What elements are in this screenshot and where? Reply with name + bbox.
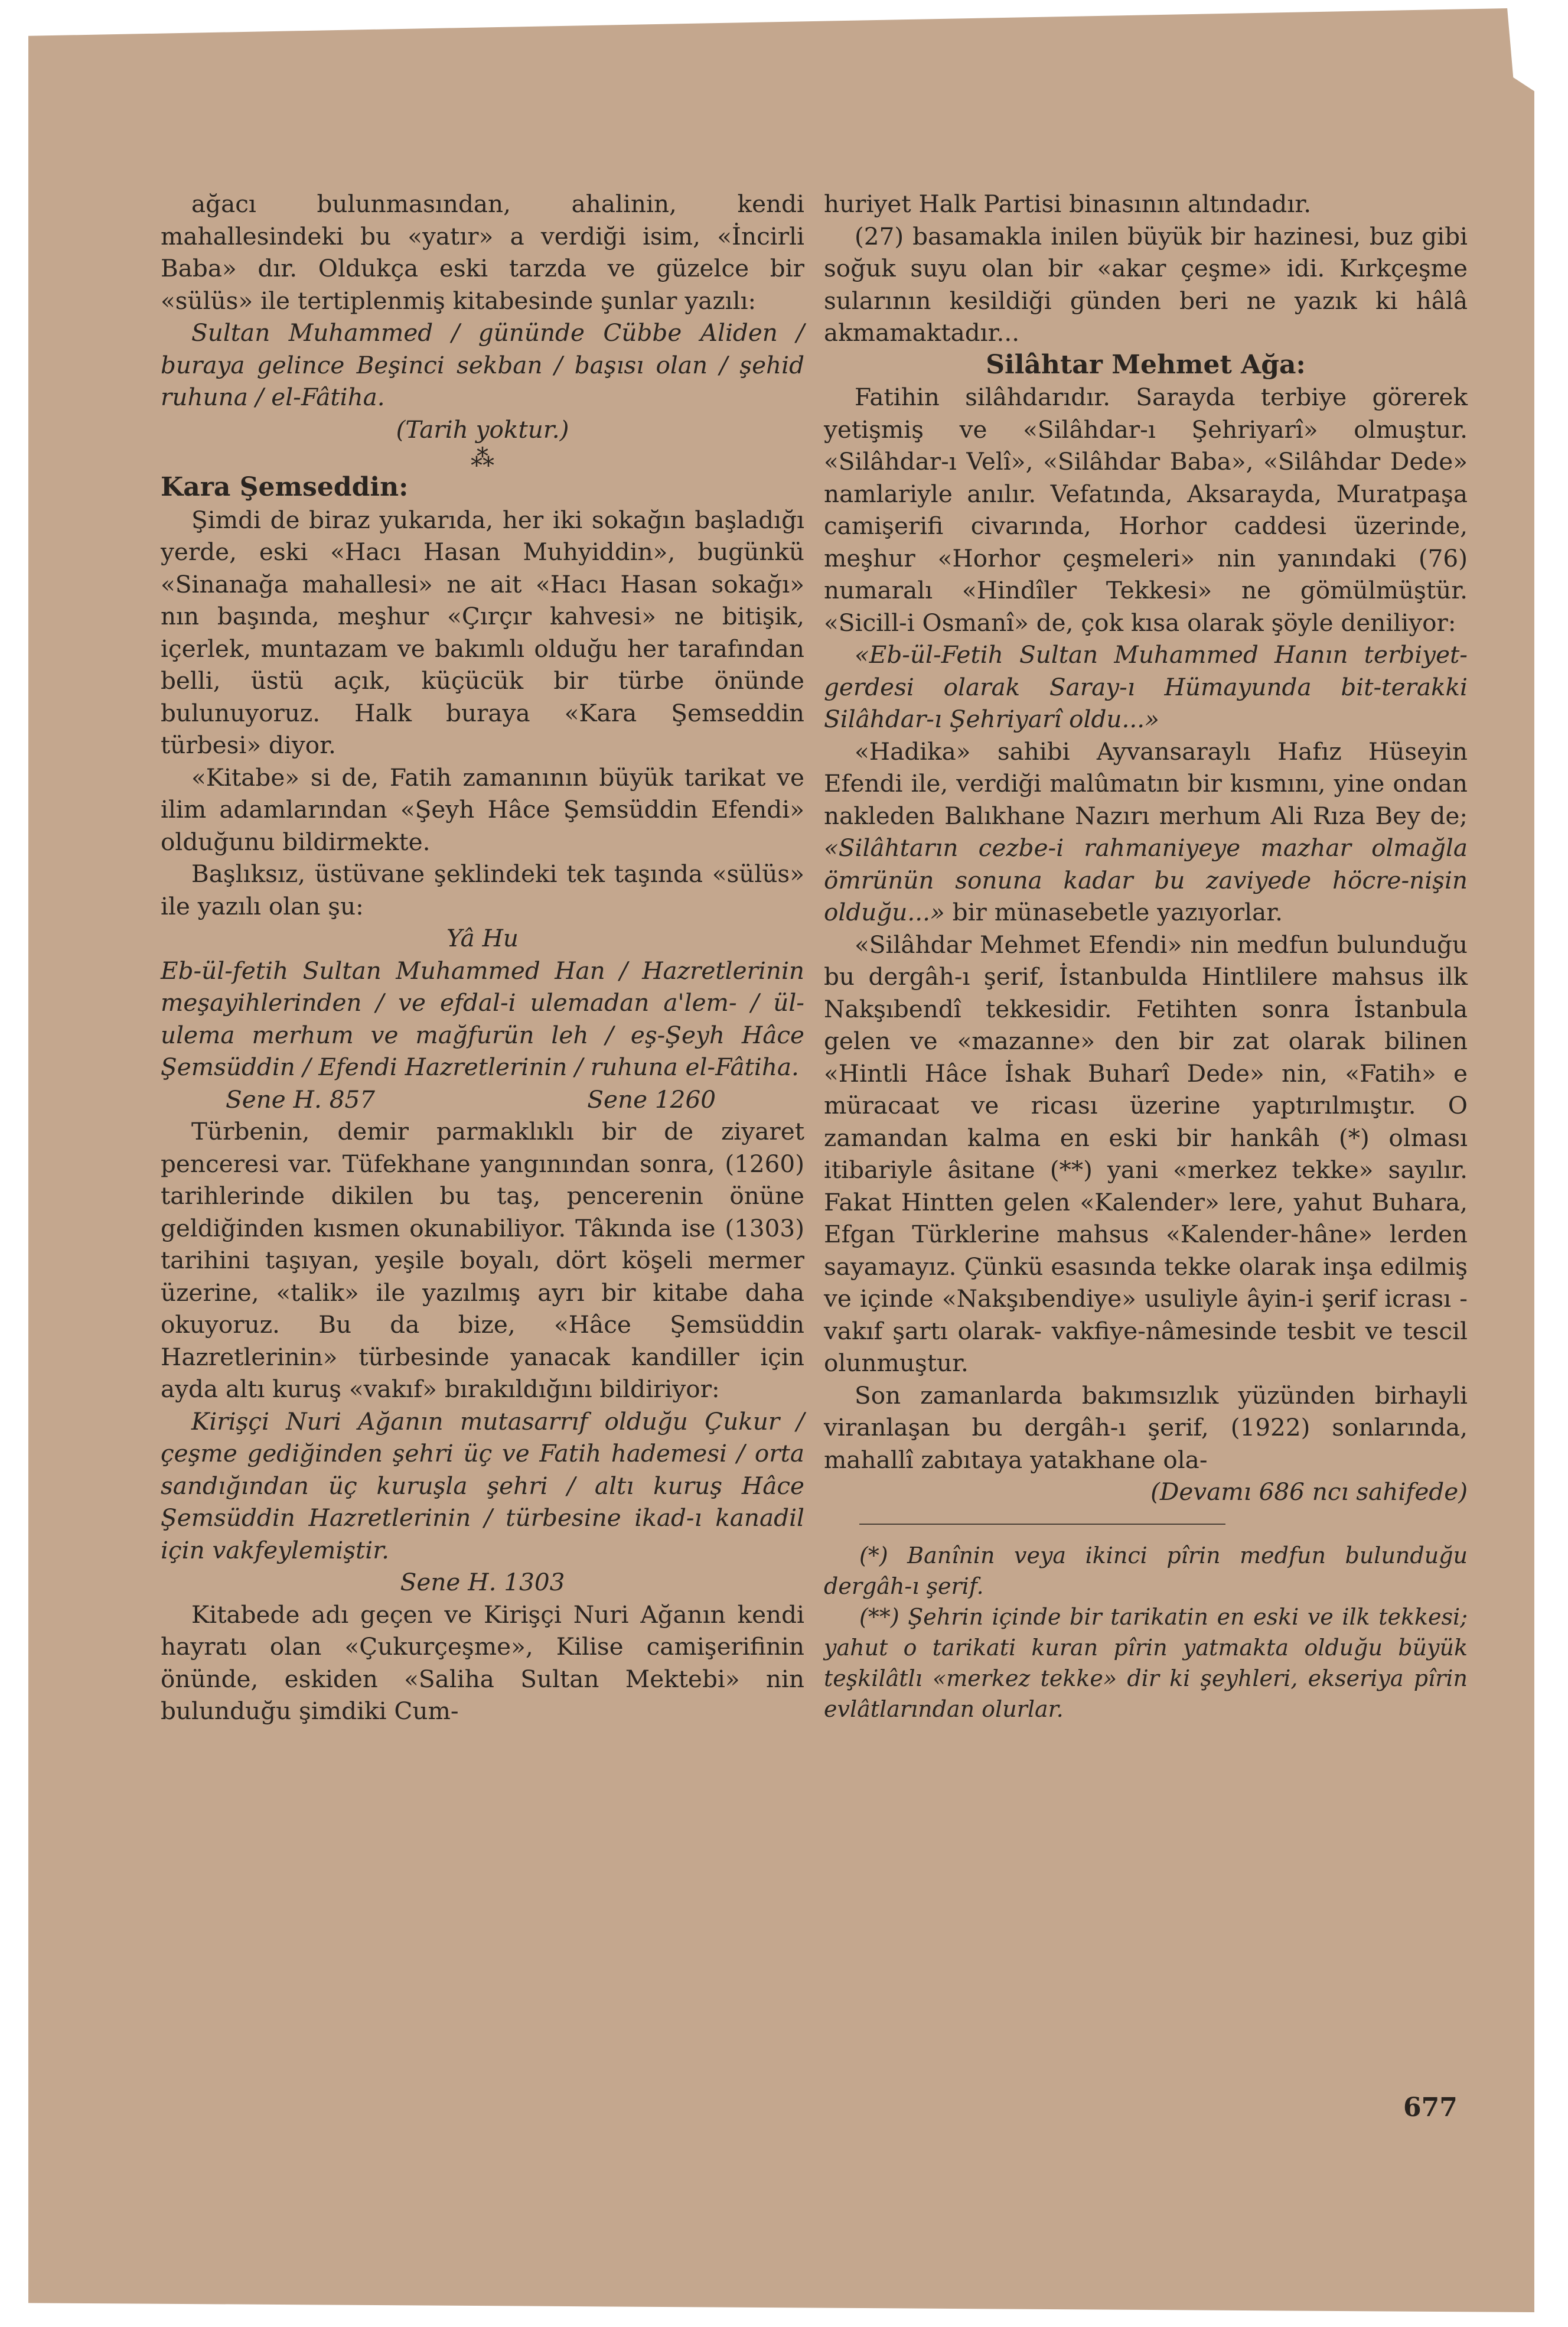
paragraph: «Kitabe» si de, Fatih zamanının büyük tarikat ve ilim adamlarından «Şeyh Hâce Şemsüddin Efendi» olduğunu bildirmekte. [161,763,804,856]
paragraph: Fatihin silâhdarıdır. Sarayda terbiye görerek yetişmiş ve «Silâhdar-ı Şehriyarî» olmuştur. «Silâhdar-ı Velî», «Silâhdar Baba», «Silâhdar Dede» namlariyle anılır. Vefatında, Aksarayda, Muratpaşa camişerifi civarında, Horhor caddesi üzerinde, meşhur «Horhor çeşmeleri» nin yanındaki (76) numaralı «Hindîler Tekkesi» ne gömülmüştür. «Sicill-i Osmanî» de, çok kısa olarak şöyle deniliyor: [824,383,1468,637]
inscription-opening: Yâ Hu [446,924,519,952]
inscription-date: Sene H. 857 [226,1085,376,1114]
section-separator: ⁂ [471,445,494,472]
paragraph: Son zamanlarda bakımsızlık yüzünden birhayli viranlaşan bu dergâh-ı şerif, (1922) sonlarında, mahallî zabıtaya yatakhane ola- [824,1381,1468,1474]
inscription-text: Sultan Muhammed / gününde Cübbe Aliden / buraya gelince Beşinci sekban / başısı olan / şehid ruhuna / el-Fâtiha. [161,318,804,411]
footnote: (**) Şehrin içinde bir tarikatin en eski ve ilk tekkesi; yahut o tarikati kuran pîrin yatmakta olduğu büyük teşkilâtlı «merkez tekke» dir ki şeyhleri, ekseriya pîrin evlâtlarından olurlar. [824,1603,1468,1722]
paragraph: ağacı bulunmasından, ahalinin, kendi mahallesindeki bu «yatır» a verdiği isim, «İncirli Baba» dır. Oldukça eski tarzda ve güzelce bir «sülüs» ile tertiplenmiş kitabesinde şunlar yazılı: [161,190,804,315]
paragraph-text: «Hadika» sahibi Ayvansaraylı Hafız Hüseyin Efendi ile, verdiği malûmatın bir kısmını, yine ondan nakleden Balıkhane Nazırı merhum Ali Rıza Bey de; [824,737,1468,830]
footnotes [824,1540,1468,1724]
inscription-text: Kirişçi Nuri Ağanın mutasarrıf olduğu Çukur / çeşme gediğinden şehri üç ve Fatih hademesi / orta sandığından üç kuruşla şehri / altı kuruş Hâce Şemsüddin Hazretlerinin / türbesine ikad-ı kanadil için vakfeylemiştir. [161,1407,804,1564]
paragraph-text: bir münasebetle yazıyorlar. [944,898,1283,926]
page-number: 677 [1403,2092,1458,2123]
footnote-divider [859,1524,1225,1525]
left-column [161,188,804,1727]
paragraph: Şimdi de biraz yukarıda, her iki sokağın başladığı yerde, eski «Hacı Hasan Muhyiddin», bugünkü «Sinanağa mahallesi» ne ait «Hacı Hasan sokağı» nın başında, meşhur «Çırçır kahvesi» ne bitişik, içerlek, muntazam ve bakımlı olduğu her tarafından belli, üstü açık, küçücük bir türbe önünde bulunuyoruz. Halk buraya «Kara Şemseddin türbesi» diyor. [161,505,804,759]
paragraph: (27) basamakla inilen büyük bir hazinesi, buz gibi soğuk suyu olan bir «akar çeşme» idi. Kırkçeşme sularının kesildiği günden beri ne yazık ki hâlâ akmamaktadır... [824,222,1468,347]
inscription-date: Sene H. 1303 [400,1568,565,1596]
quotation: «Eb-ül-Fetih Sultan Muhammed Hanın terbiyet-gerdesi olarak Saray-ı Hümayunda bit-terakki Silâhdar-ı Şehriyarî oldu...» [824,640,1468,733]
no-date-note: (Tarih yoktur.) [396,415,569,444]
paragraph: Türbenin, demir parmaklıklı bir de ziyaret penceresi var. Tüfekhane yangınından sonra, (1260) tarihlerinde dikilen bu taş, pencerenin önüne geldiğinden kısmen okunabiliyor. Tâkında ise (1303) tarihini taşıyan, yeşile boyalı, dört köşeli mermer üzerine, «talik» ile yazılmış ayrı bir kitabe daha okuyoruz. Bu da bize, «Hâce Şemsüddin Hazretlerinin» türbesinde yanacak kandiller için ayda altı kuruş «vakıf» bırakıldığını bildiriyor: [161,1117,804,1403]
footnote: (*) Banînin veya ikinci pîrin medfun bulunduğu dergâh-ı şerif. [824,1542,1468,1599]
paragraph: Kitabede adı geçen ve Kirişçi Nuri Ağanın kendi hayratı olan «Çukurçeşme», Kilise camişerifinin önünde, eskiden «Saliha Sultan Mektebi» nin bulunduğu şimdiki Cum- [161,1600,804,1725]
inscription-text: Eb-ül-fetih Sultan Muhammed Han / Hazretlerinin meşayihlerinden / ve efdal-i ulemadan a'lem- / ül-ulema merhum ve mağfurün leh / eş-Şeyh Hâce Şemsüddin / Efendi Hazretlerinin / ruhuna el-Fâtiha. [161,956,804,1081]
inscription-dates [161,1083,804,1116]
paragraph [824,735,1468,929]
section-heading: Kara Şemseddin: [161,472,409,502]
quotation: «Silâhtarın cezbe-i rahmaniyeye mazhar olmağla ömrünün sonuna kadar bu zaviyede höcre-nişin olduğu...» [824,834,1468,926]
paragraph: «Silâhdar Mehmet Efendi» nin medfun bulunduğu bu dergâh-ı şerif, İstanbulda Hintlilere mahsus ilk Nakşıbendî tekkesidir. Fetihten sonra İstanbula gelen ve «mazanne» den bir zat olarak bilinen «Hintli Hâce İshak Buharî Dede» nin, «Fatih» e müracaat ve ricası üzerine yaptırılmıştır. O zamandan kalma en eski bir hankâh (*) olması itibariyle âsitane (**) yani «merkez tekke» sayılır. Fakat Hintten gelen «Kalender» lere, yahut Buhara, Efgan Türklerine mahsus «Kalender-hâne» lerden sayamayız. Çünkü esasında tekke olarak inşa edilmiş ve içinde «Nakşıbendiye» usuliyle âyin-i şerif icrası -vakıf şartı olarak- vakfiye-nâmesinde tesbit ve tescil olunmuştur. [824,930,1468,1377]
inscription-date: Sene 1260 [587,1085,716,1114]
paragraph: huriyet Halk Partisi binasının altındadır. [824,190,1312,218]
right-column [824,188,1468,1724]
paragraph: Başlıksız, üstüvane şeklindeki tek taşında «sülüs» ile yazılı olan şu: [161,860,804,920]
section-heading: Silâhtar Mehmet Ağa: [986,349,1306,380]
continued-note: (Devamı 686 ncı sahifede) [1150,1477,1468,1506]
